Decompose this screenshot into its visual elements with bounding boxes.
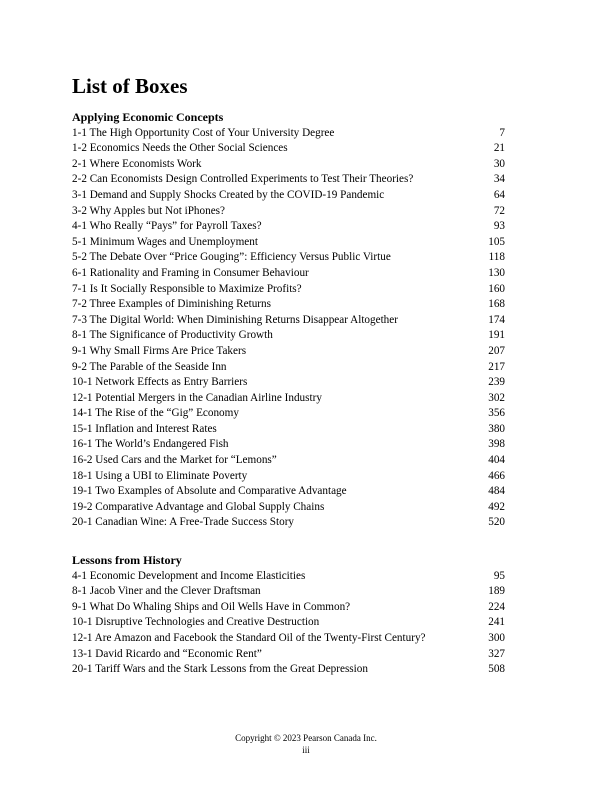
list-item[interactable]	[72, 266, 505, 282]
entry-title: 20-1 Tariff Wars and the Stark Lessons from the Great Depression	[72, 663, 368, 676]
section-heading: Applying Economic Concepts	[72, 110, 224, 124]
list-item[interactable]	[72, 313, 505, 329]
entry-title: 4-1 Economic Development and Income Elasticities	[72, 569, 306, 582]
entry-title: 20-1 Canadian Wine: A Free-Trade Success Story	[72, 516, 295, 529]
entry-title: 16-1 The World’s Endangered Fish	[72, 438, 229, 451]
entry-page: 207	[488, 344, 505, 357]
entry-title: 14-1 The Rise of the “Gig” Economy	[72, 407, 239, 420]
entry-title: 15-1 Inflation and Interest Rates	[72, 422, 217, 435]
entry-page: 466	[488, 469, 505, 482]
entry-page: 118	[488, 251, 505, 264]
entry-page: 189	[488, 585, 505, 598]
entry-page: 95	[493, 569, 505, 582]
entry-page: 239	[488, 376, 505, 389]
entry-title: 6-1 Rationality and Framing in Consumer Behaviour	[72, 266, 309, 279]
list-item[interactable]	[72, 297, 505, 313]
entry-title: 9-1 What Do Whaling Ships and Oil Wells Have in Common?	[72, 600, 351, 613]
entry-title: 19-2 Comparative Advantage and Global Supply Chains	[72, 500, 325, 513]
entry-title: 7-1 Is It Socially Responsible to Maximize Profits?	[72, 282, 302, 295]
list-item[interactable]	[72, 662, 505, 678]
list-item[interactable]	[72, 422, 505, 438]
list-item[interactable]	[72, 157, 505, 173]
list-item[interactable]	[72, 282, 505, 298]
list-item[interactable]	[72, 172, 505, 188]
entry-title: 5-1 Minimum Wages and Unemployment	[72, 235, 258, 248]
list-item[interactable]	[72, 375, 505, 391]
entry-page: 191	[488, 329, 505, 342]
entry-page: 21	[493, 142, 505, 155]
list-item[interactable]	[72, 141, 505, 157]
list-item[interactable]	[72, 453, 505, 469]
entry-page: 130	[488, 266, 505, 279]
list-item[interactable]	[72, 484, 505, 500]
list-item[interactable]	[72, 615, 505, 631]
entry-page: 174	[488, 313, 505, 326]
list-item[interactable]	[72, 406, 505, 422]
entry-title: 7-3 The Digital World: When Diminishing Returns Disappear Altogether	[72, 313, 398, 326]
entry-page: 484	[488, 485, 505, 498]
entry-page: 64	[493, 188, 505, 201]
list-item[interactable]	[72, 219, 505, 235]
entry-title: 12-1 Potential Mergers in the Canadian Airline Industry	[72, 391, 322, 404]
list-item[interactable]	[72, 631, 505, 647]
entry-page: 398	[488, 438, 505, 451]
entry-page: 356	[488, 407, 505, 420]
entry-page: 302	[488, 391, 505, 404]
entry-title: 18-1 Using a UBI to Eliminate Poverty	[72, 469, 248, 482]
entry-page: 404	[488, 454, 505, 467]
entry-title: 7-2 Three Examples of Diminishing Returns	[72, 298, 271, 311]
list-item[interactable]	[72, 437, 505, 453]
list-item[interactable]	[72, 360, 505, 376]
entry-page: 520	[488, 516, 505, 529]
list-item[interactable]	[72, 391, 505, 407]
entry-page: 508	[488, 663, 505, 676]
entry-title: 3-1 Demand and Supply Shocks Created by the COVID-19 Pandemic	[72, 188, 385, 201]
section-lessons-from-history	[72, 553, 505, 678]
list-item[interactable]	[72, 250, 505, 266]
entry-title: 16-2 Used Cars and the Market for “Lemons”	[72, 454, 277, 467]
list-item[interactable]	[72, 204, 505, 220]
entry-page: 72	[493, 204, 505, 217]
list-item[interactable]	[72, 647, 505, 663]
entry-title: 19-1 Two Examples of Absolute and Comparative Advantage	[72, 485, 347, 498]
entry-title: 3-2 Why Apples but Not iPhones?	[72, 204, 225, 217]
section-applying-economic-concepts	[72, 110, 505, 531]
footer-copyright: Copyright © 2023 Pearson Canada Inc.	[235, 733, 377, 743]
section-heading: Lessons from History	[72, 553, 182, 567]
list-item[interactable]	[72, 584, 505, 600]
entry-title: 12-1 Are Amazon and Facebook the Standard Oil of the Twenty-First Century?	[72, 631, 426, 644]
entry-page: 30	[493, 157, 505, 170]
entry-title: 13-1 David Ricardo and “Economic Rent”	[72, 647, 262, 660]
entry-page: 105	[488, 235, 505, 248]
list-item[interactable]	[72, 235, 505, 251]
entry-title: 10-1 Disruptive Technologies and Creative Destruction	[72, 616, 320, 629]
list-item[interactable]	[72, 469, 505, 485]
entry-title: 10-1 Network Effects as Entry Barriers	[72, 376, 248, 389]
entry-title: 8-1 Jacob Viner and the Clever Draftsman	[72, 585, 261, 598]
list-item[interactable]	[72, 500, 505, 516]
entry-title: 2-1 Where Economists Work	[72, 157, 202, 170]
list-item[interactable]	[72, 126, 505, 142]
entry-page: 7	[499, 126, 505, 139]
entry-page: 93	[493, 220, 505, 233]
entry-title: 2-2 Can Economists Design Controlled Experiments to Test Their Theories?	[72, 173, 414, 186]
entry-page: 168	[488, 298, 505, 311]
entry-page: 160	[488, 282, 505, 295]
entry-page: 241	[488, 616, 505, 629]
entry-page: 327	[488, 647, 505, 660]
list-item[interactable]	[72, 188, 505, 204]
list-item[interactable]	[72, 328, 505, 344]
entry-page: 34	[493, 173, 505, 186]
list-item[interactable]	[72, 569, 505, 585]
footer-page-number: iii	[302, 745, 310, 755]
list-item[interactable]	[72, 344, 505, 360]
entry-page: 224	[488, 600, 505, 613]
entry-title: 8-1 The Significance of Productivity Growth	[72, 329, 273, 342]
entry-title: 9-2 The Parable of the Seaside Inn	[72, 360, 227, 373]
list-item[interactable]	[72, 515, 505, 531]
entry-page: 380	[488, 422, 505, 435]
entry-page: 300	[488, 631, 505, 644]
page-title: List of Boxes	[72, 74, 188, 98]
entry-page: 492	[488, 500, 505, 513]
entry-title: 1-2 Economics Needs the Other Social Sciences	[72, 142, 288, 155]
entry-page: 217	[488, 360, 505, 373]
entry-title: 4-1 Who Really “Pays” for Payroll Taxes?	[72, 220, 262, 233]
list-item[interactable]	[72, 600, 505, 616]
entry-title: 5-2 The Debate Over “Price Gouging”: Efficiency Versus Public Virtue	[72, 251, 391, 264]
entry-title: 9-1 Why Small Firms Are Price Takers	[72, 344, 247, 357]
entry-title: 1-1 The High Opportunity Cost of Your University Degree	[72, 126, 335, 139]
